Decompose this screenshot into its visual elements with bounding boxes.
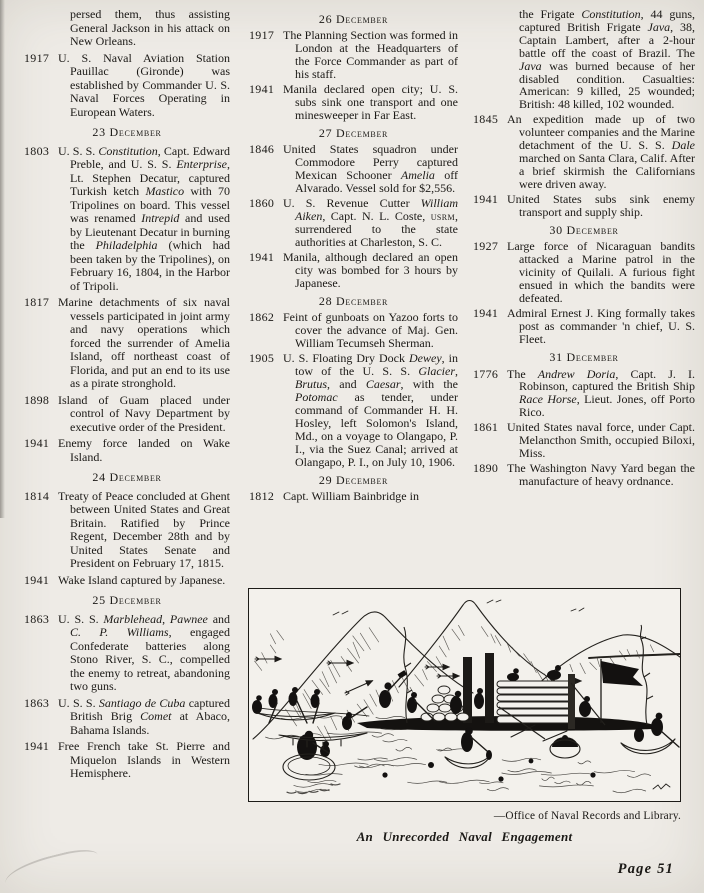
chronology-entry — [24, 437, 230, 464]
chronology-entry — [24, 613, 230, 694]
entry-text: U. S. S. Marblehead, Pawnee and C. P. Williams, engaged Confederate batteries along Stono River, S. C., compelled the enemy to retreat, abandoning two guns. — [58, 611, 231, 693]
date-heading-26-december: 26 December — [318, 12, 389, 26]
chronology-entry — [249, 251, 458, 290]
entry-year: 1905 — [249, 351, 275, 365]
entry-year: 1941 — [473, 191, 499, 206]
entry-year: 1941 — [473, 305, 499, 320]
entry-year: 1917 — [249, 28, 275, 42]
entry-text: Wake Island captured by Japanese. — [58, 572, 226, 587]
entry-year: 1776 — [473, 366, 499, 381]
chronology-entry — [24, 52, 230, 120]
chronology-entry — [24, 574, 230, 588]
scan-smudge — [2, 845, 102, 893]
chronology-entry — [473, 113, 695, 190]
entry-text: Treaty of Peace concluded at Ghent between United States and Great Britain. Ratified by Prince Regent, December 28th and by United States Senate and President on February 17, 1815. — [58, 488, 230, 570]
entry-text: Capt. William Bainbridge in — [283, 489, 419, 503]
chronology-entry — [24, 145, 230, 294]
entry-year: 1861 — [473, 420, 499, 435]
chronology-entry — [24, 296, 230, 391]
entry-year: 1898 — [24, 392, 50, 407]
entry-text: U. S. Naval Aviation Station Pauillac (Gironde) was established by Commander U. S. Naval Forces Operating in European Waters. — [58, 50, 230, 119]
chronology-entry — [249, 143, 458, 195]
chronology-entry — [24, 740, 230, 781]
entry-year: 1803 — [24, 143, 50, 158]
date-heading-28-december: 28 December — [318, 294, 389, 308]
entry-text: Island of Guam placed under control of Navy Department by executive order of the President. — [58, 392, 230, 434]
entry-year: 1927 — [473, 239, 499, 254]
date-heading-27-december: 27 December — [318, 126, 389, 140]
entry-text: U. S. Revenue Cutter William Aiken, Capt. N. L. Coste, usrm, surrendered to the state authorities at Charleston, S. C. — [283, 196, 458, 249]
chronology-entry — [473, 8, 695, 111]
entry-text: Manila, although declared an open city was bombed for 3 hours by Japanese. — [283, 250, 458, 290]
entry-year: 1941 — [249, 82, 275, 96]
entry-year: 1863 — [24, 695, 50, 710]
chronology-entry — [249, 311, 458, 350]
entry-text: Admiral Ernest J. King formally takes post as commander 'n chief, U. S. Fleet. — [507, 305, 695, 346]
entry-text: The Planning Section was formed in London at the Headquarters of the Force Commander as part of his staff. — [283, 28, 458, 81]
chronology-entry — [24, 8, 230, 49]
entry-year: 1863 — [24, 611, 50, 626]
chronology-entry — [249, 29, 458, 81]
chronology-column-left — [24, 8, 230, 784]
entry-year — [473, 8, 507, 111]
entry-text: The Andrew Doria, Capt. J. I. Robinson, captured the British Ship Race Horse, Lieut. Jones, off Porto Rico. — [507, 366, 695, 420]
entry-text: Large force of Nicaraguan bandits attacked a Marine patrol in the vicinity of Quilali. A furious fight ensued in which the bandits were defeated. — [507, 239, 695, 306]
chronology-entry — [249, 197, 458, 249]
chronology-entry — [473, 368, 695, 420]
entry-year: 1817 — [24, 295, 50, 309]
entry-year: 1812 — [249, 489, 275, 503]
date-heading-23-december: 23 December — [92, 125, 162, 139]
date-heading-30-december: 30 December — [549, 222, 619, 237]
entry-year: 1941 — [249, 250, 275, 264]
entry-year: 1846 — [249, 142, 275, 156]
entry-year: 1860 — [249, 196, 275, 210]
entry-text: United States naval force, under Capt. Melancthon Smith, occupied Biloxi, Miss. — [507, 420, 695, 460]
entry-text: the Frigate Constitution, 44 guns, captured British Frigate Java, 38, Captain Lambert, after a 2-hour battle off the coast of Brazil. The Java was burned because of her disabled condition. Casualties: American: 9 killed, 25 wounded; British: 48 killed, 102 wounded. — [519, 7, 696, 112]
entry-year: 1890 — [473, 460, 499, 475]
entry-year: 1917 — [24, 50, 50, 65]
entry-text: U. S. S. Santiago de Cuba captured British Brig Comet at Abaco, Bahama Islands. — [58, 695, 231, 737]
chronology-column-middle — [249, 8, 458, 505]
entry-year — [24, 8, 58, 49]
entry-year: 1814 — [24, 488, 50, 503]
illustration-caption: An Unrecorded Naval Engagement — [356, 829, 573, 844]
entry-text: Manila declared open city; U. S. subs sink one transport and one minesweeper in Far East. — [283, 82, 458, 122]
entry-text: U. S. S. Constitution, Capt. Edward Preble, and U. S. S. Enterprise, Lt. Stephen Decatur, captured Turkish ketch Mastico with 70 Tripolines on board. This vessel was renamed Intrepid and used by Lieutenant Decatur in burning the Philadelphia (which had been taken by the Tripolines), on February 16, 1804, in the Harbor of Tripoli. — [58, 143, 231, 293]
date-heading-29-december: 29 December — [318, 473, 389, 487]
chronology-entry — [473, 307, 695, 346]
entry-year: 1941 — [24, 739, 50, 753]
entry-text: The Washington Navy Yard began the manufacture of heavy ordnance. — [507, 460, 695, 488]
entry-text: United States subs sink enemy transport and supply ship. — [507, 191, 695, 219]
chronology-entry — [473, 462, 695, 488]
chronology-entry — [24, 490, 230, 571]
chronology-column-right — [473, 8, 695, 490]
entry-text: Feint of gunboats on Yazoo forts to cover the advance of Maj. Gen. William Tecumseh Sherman. — [283, 310, 458, 350]
entry-text: An expedition made up of two volunteer companies and the Marine detachment of the U. S. S. Dale marched on Santa Clara, Calif. After a brief skirmish the Californians were driven away. — [507, 112, 695, 191]
page-number: Page 51 — [617, 861, 674, 877]
date-heading-24-december: 24 December — [92, 470, 162, 484]
entry-year: 1862 — [249, 310, 275, 324]
illustration-credit: —Office of Naval Records and Library. — [493, 810, 681, 822]
entry-year: 1845 — [473, 112, 499, 127]
entry-text: persed them, thus assisting General Jackson in his attack on New Orleans. — [70, 7, 230, 48]
chronology-entry — [249, 352, 458, 469]
naval-engagement-illustration — [248, 588, 681, 802]
entry-text: Free French take St. Pierre and Miquelon Islands in Western Hemisphere. — [58, 739, 230, 780]
chronology-entry — [249, 83, 458, 122]
chronology-entry — [24, 697, 230, 738]
chronology-entry — [249, 490, 458, 503]
entry-text: Enemy force landed on Wake Island. — [58, 436, 230, 464]
date-heading-25-december: 25 December — [92, 593, 162, 607]
chronology-entry — [24, 394, 230, 435]
entry-text: Marine detachments of six naval vessels participated in joint army and navy operations which forced the surrender of Amelia Island, off northeast coast of Florida, and put an end to its use as a pirate stronghold. — [58, 295, 230, 390]
entry-text: United States squadron under Commodore Perry captured Mexican Schooner Amelia off Alvarado. Vessel sold for $2,556. — [283, 142, 458, 195]
entry-year: 1941 — [24, 572, 50, 587]
chronology-entry — [473, 240, 695, 305]
date-heading-31-december: 31 December — [549, 349, 619, 364]
chronology-entry — [473, 193, 695, 219]
entry-year: 1941 — [24, 436, 50, 450]
entry-text: U. S. Floating Dry Dock Dewey, in tow of the U. S. S. Glacier, Brutus, and Caesar, with the Potomac as tender, under command of Commander H. H. Hosley, left Solomon's Island, Md., on a voyage to Olangapo, P. I., via the Suez Canal; arrived at Olangapo, P. I., on July 10, 1906. — [283, 351, 459, 469]
chronology-entry — [473, 421, 695, 460]
illustration-drawing — [249, 589, 680, 801]
